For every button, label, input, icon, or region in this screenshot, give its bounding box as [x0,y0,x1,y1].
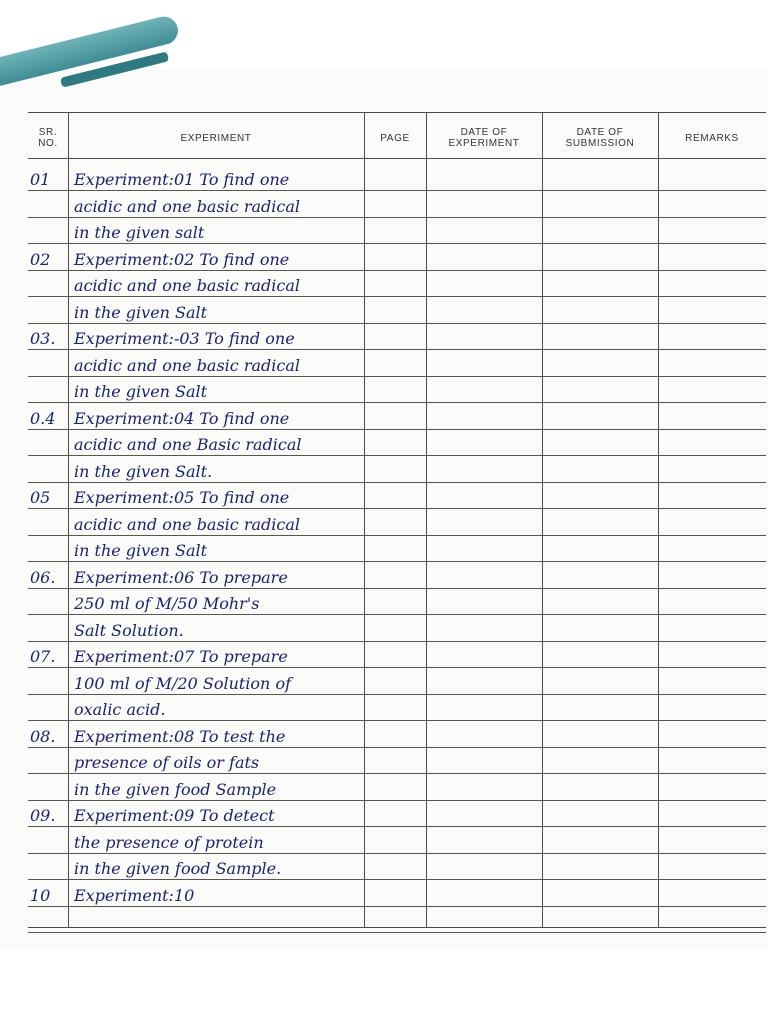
ruled-line [28,667,766,668]
ruled-line [28,323,766,324]
sr-number: 10 [30,886,51,905]
experiment-line: Experiment:07 To prepare [74,647,288,666]
header-date-of-submission: DATE OF SUBMISSION [565,127,635,149]
experiment-line: in the given Salt. [74,462,213,481]
header-remarks: REMARKS [685,132,739,144]
experiment-line: Experiment:06 To prepare [74,568,288,587]
ruled-line [28,614,766,615]
experiment-line: in the given salt [74,223,205,242]
ruled-line [28,720,766,721]
column-divider [658,112,659,927]
ruled-line [28,694,766,695]
experiment-line: Experiment:01 To find one [74,170,290,189]
header-page: PAGE [380,132,410,144]
sr-number: 02 [30,250,51,269]
ruled-line [28,906,766,907]
ruled-line [28,773,766,774]
column-divider [542,112,543,927]
ruled-line [28,376,766,377]
experiment-line: in the given Salt [74,541,208,560]
experiment-index-table [28,112,766,932]
experiment-line: Experiment:10 [74,886,195,905]
table-top-border [28,112,766,113]
experiment-line: Experiment:05 To find one [74,488,290,507]
ruled-line [28,296,766,297]
experiment-line: 100 ml of M/20 Solution of [74,674,291,693]
experiment-line: 250 ml of M/50 Mohr's [74,594,260,613]
sr-number: 07. [30,647,56,666]
sr-number: 01 [30,170,51,189]
ruled-line [28,190,766,191]
experiment-line: acidic and one Basic radical [74,435,302,454]
experiment-line: in the given food Sample [74,780,277,799]
header-date-of-experiment: DATE OF EXPERIMENT [448,127,520,149]
ruled-line [28,800,766,801]
experiment-line: acidic and one basic radical [74,515,301,534]
ruled-line [28,826,766,827]
ruled-line [28,508,766,509]
sr-number: 0.4 [30,409,56,428]
sr-number: 09. [30,806,56,825]
ruled-line [28,535,766,536]
experiment-line: oxalic acid. [74,700,166,719]
sr-number: 08. [30,727,56,746]
column-divider [68,112,69,927]
header-experiment: EXPERIMENT [180,132,252,144]
experiment-line: acidic and one basic radical [74,356,301,375]
experiment-line: Experiment:-03 To find one [74,329,295,348]
ruled-line [28,879,766,880]
experiment-line: Experiment:09 To detect [74,806,275,825]
header-bottom-border [28,158,766,159]
ruled-line [28,270,766,271]
ruled-line [28,455,766,456]
ruled-line [28,482,766,483]
column-divider [426,112,427,927]
experiment-line: the presence of protein [74,833,264,852]
ruled-line [28,349,766,350]
ruled-line [28,402,766,403]
header-sr-no: SR. NO. [38,127,58,149]
column-divider [364,112,365,927]
experiment-line: in the given food Sample. [74,859,282,878]
ruled-line [28,217,766,218]
ruled-line [28,588,766,589]
experiment-line: Experiment:02 To find one [74,250,290,269]
sr-number: 03. [30,329,56,348]
ruled-line [28,429,766,430]
experiment-line: Experiment:04 To find one [74,409,290,428]
ruled-line [28,747,766,748]
ruled-line [28,932,766,933]
ruled-line [28,853,766,854]
sr-number: 05 [30,488,51,507]
experiment-line: Experiment:08 To test the [74,727,286,746]
experiment-line: acidic and one basic radical [74,276,301,295]
ruled-line [28,641,766,642]
table-bottom-border [28,927,766,928]
experiment-line: acidic and one basic radical [74,197,301,216]
experiment-line: Salt Solution. [74,621,184,640]
ruled-line [28,243,766,244]
experiment-line: presence of oils or fats [74,753,260,772]
ruled-line [28,561,766,562]
experiment-line: in the given Salt [74,303,208,322]
sr-number: 06. [30,568,56,587]
experiment-line: in the given Salt [74,382,208,401]
